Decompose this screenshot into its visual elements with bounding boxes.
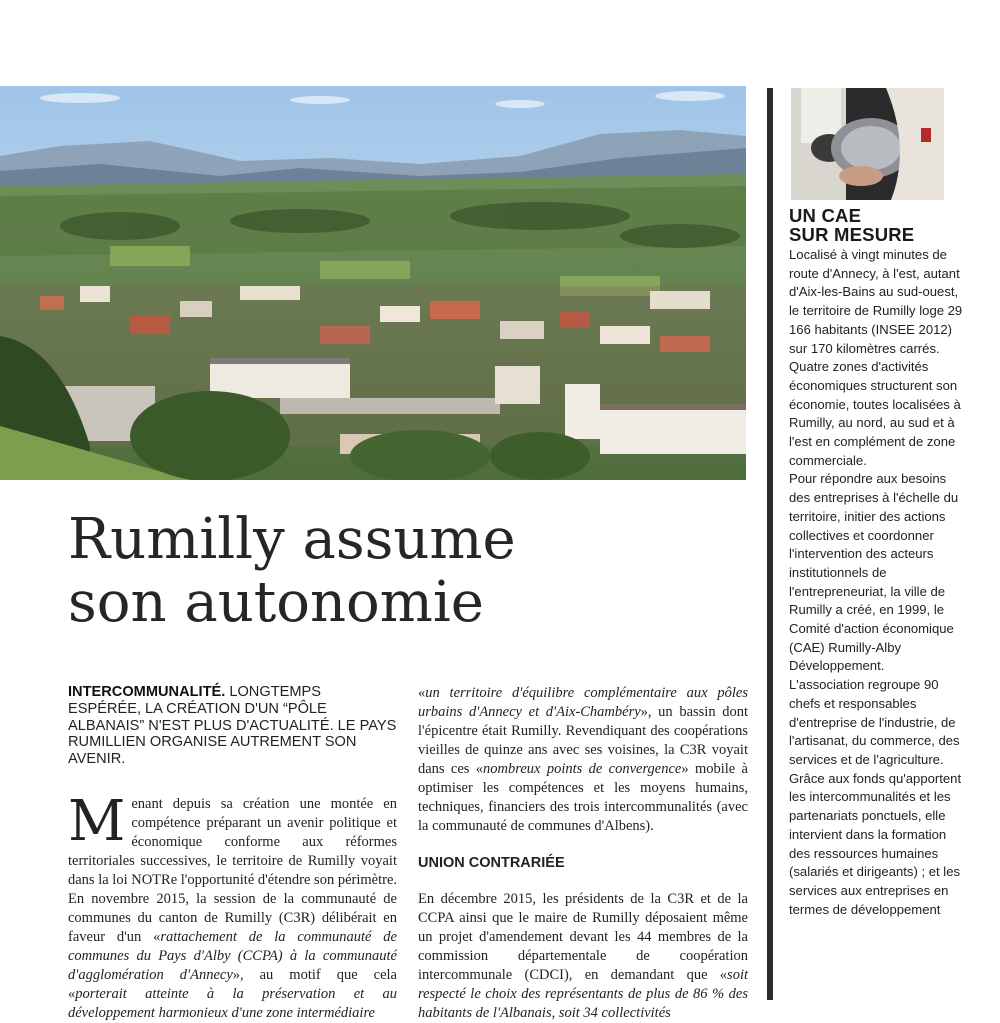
lede-text: LONGTEMPS ESPÉRÉE, LA CRÉATION D'UN “PÔLE ALBANAIS” N'EST PLUS D'ACTUALITÉ. LE PAYS RUMILLIEN ORGANISE AUTREMENT SON AVENIR. [68,684,397,768]
sidebar-title-line-1: UN CAE [789,205,862,226]
text-segment-italic: un territoire d'équilibre complémentaire aux pôles urbains d'Annecy et d'Aix-Chambéry [418,685,748,720]
lede-kicker: INTERCOMMUNALITÉ. [68,684,226,700]
sidebar-title [789,206,989,244]
sidebar-title-line-2: SUR MESURE [789,224,915,245]
sidebar-paragraph: L'association regroupe 90 chefs et responsables d'entreprise de l'industrie, de l'artisanat, du commerce, des services et de l'agriculture. Grâce aux fonds qu'apportent les intercommunalités et les partenariats ponctuels, elle intervient dans la formation des ressources humaines (salariés et dirigeants) ; et les services aux entreprises en termes de développement [789,677,962,917]
text-segment: En décembre 2015, les présidents de la C3R et de la CCPA ainsi que le maire de Rumilly déposaient même un projet d'amendement devant les 44 membres de la commission départementale de coopération intercommunale (CDCI), en demandant que « [418,891,748,983]
text-segment: » mobile à optimiser les compétences et les moyens humains, techniques, financiers des trois intercommunalités (avec la communauté de communes d'Albens). [418,761,748,834]
sidebar-paragraph: Pour répondre aux besoins des entreprises à l'échelle du territoire, initier des actions collectives et coordonner l'intervention des acteurs institutionnels de l'entrepreneuriat, la ville de Rumilly a créé, en 1999, le Comité d'action économique (CAE) Rumilly-Alby Développement. [789,471,959,674]
text-segment-italic: soit respecté le choix des représentants de plus de 86 % des habitants de l'Albanais, soit 34 collectivités [418,967,748,1021]
sidebar-paragraph: Localisé à vingt minutes de route d'Annecy, à l'est, autant d'Aix-les-Bains au sud-ouest, le territoire de Rumilly loge 29 166 habitants (INSEE 2012) sur 170 kilomètres carrés. Quatre zones d'activités économiques structurent son économie, toutes localisées à Rumilly, au nord, au sud et à l'est en complément de zone commerciale. [789,247,963,468]
text-segment-italic: rattachement de la communauté de communes du Pays d'Alby (CCPA) à la communauté d'agglomération d'Annecy [68,929,397,983]
article-lede [68,684,398,768]
text-segment: », au motif que cela « [68,967,397,1002]
article-column-2 [418,684,748,1023]
article-column-1 [68,789,397,1023]
section-heading: UNION CONTRARIÉE [418,855,565,871]
sidebar-photo [791,88,944,200]
headline-line-2: son autonomie [68,570,484,635]
text-segment: enant depuis sa création une montée en compétence préparant un avenir politique et économique conforme aux réformes territoriales successives, le territoire de Rumilly voyait dans la loi NOTRe l'opportunité d'étendre son périmètre. En novembre 2015, la session de la communauté de communes du canton de Rumilly (C3R) délibérait en faveur d'un « [68,796,397,945]
sidebar-body [789,246,969,919]
column-2-paragraph-2 [418,890,748,1023]
text-segment: « [418,685,426,701]
headline-line-1: Rumilly assume [68,507,516,572]
column-2-paragraph-1 [418,684,748,836]
text-segment-italic: porterait atteinte à la préservation et au développement harmonieux d'une zone intermédiaire [68,986,397,1021]
text-segment: », un bassin dont l'épicentre était Rumilly. Revendiquant des coopérations vieilles de quinze ans avec ses voisines, la C3R voyait dans ces « [418,704,749,777]
sidebar-divider [767,88,773,1000]
article-headline [68,508,748,634]
hero-photo [0,86,746,480]
text-segment-italic: nombreux points de convergence [483,761,682,777]
drop-cap: M [68,789,126,854]
